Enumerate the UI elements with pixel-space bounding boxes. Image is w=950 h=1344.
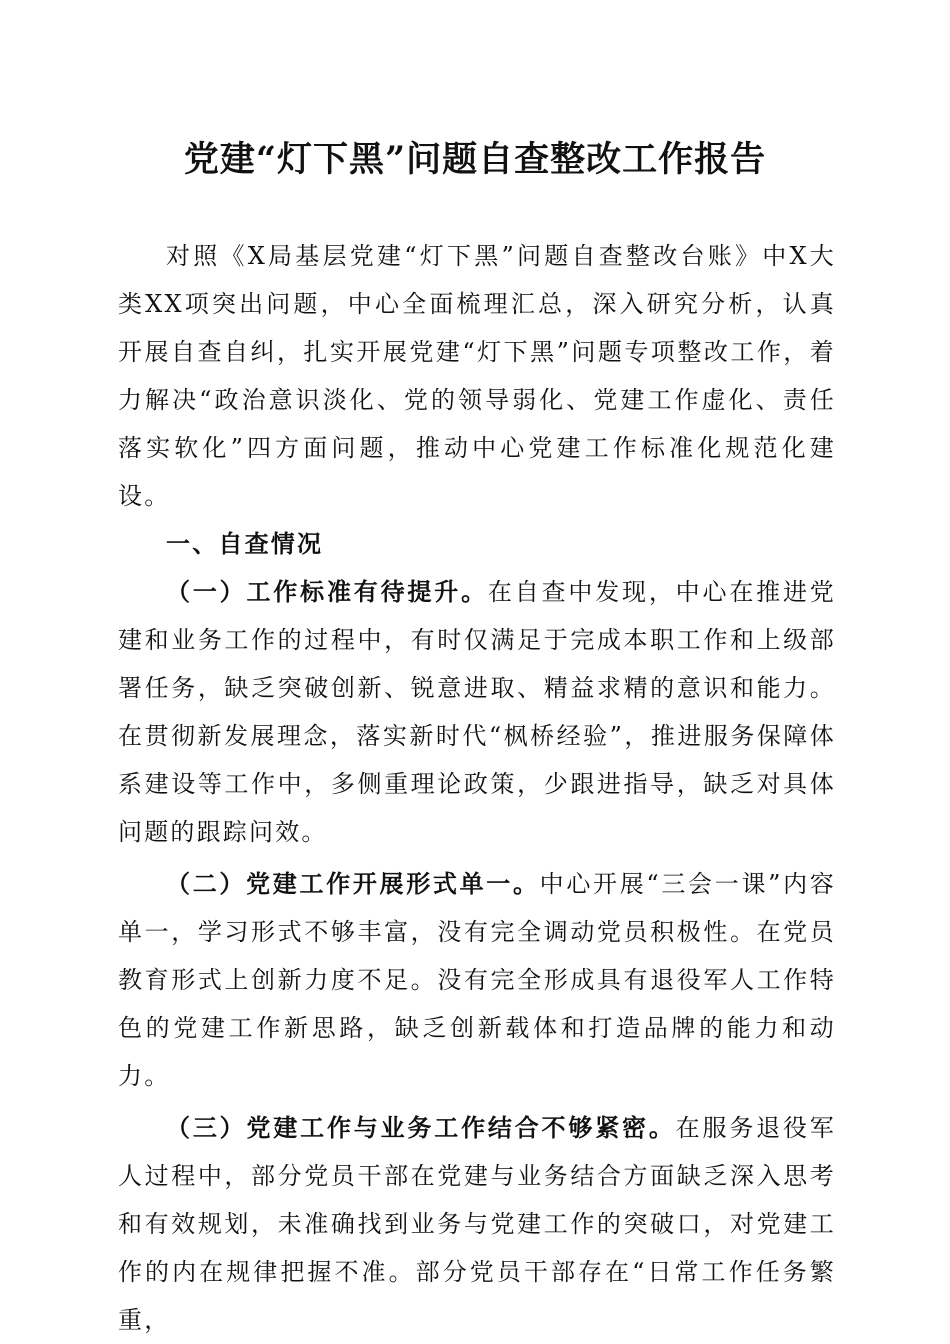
document-body	[118, 232, 836, 1344]
document-title: 党建“灯下黑”问题自查整改工作报告	[183, 139, 767, 180]
intro-paragraph: 对照《X局基层党建“灯下黑”问题自查整改台账》中X大类XX项突出问题，中心全面梳理汇总，深入研究分析，认真开展自查自纠，扎实开展党建“灯下黑”问题专项整改工作，着力解决“政治意识淡化、党的领导弱化、党建工作虚化、责任落实软化”四方面问题，推动中心党建工作标准化规范化建设。	[118, 242, 836, 510]
section-heading: 一、自查情况	[166, 530, 324, 558]
item-text-3: 在服务退役军人过程中，部分党员干部在党建与业务结合方面缺乏深入思考和有效规划，未准确找到业务与党建工作的突破口，对党建工作的内在规律把握不准。部分党员干部存在“日常工作任务繁重，	[118, 1114, 836, 1334]
item-title-2: （二）党建工作开展形式单一。	[166, 869, 540, 898]
item-text-2: 中心开展“三会一课”内容单一，学习形式不够丰富，没有完全调动党员积极性。在党员教育形式上创新力度不足。没有完全形成具有退役军人工作特色的党建工作新思路，缺乏创新载体和打造品牌的能力和动力。	[118, 870, 836, 1090]
item-paragraph-2	[118, 860, 836, 1100]
item-title-1: （一）工作标准有待提升。	[166, 577, 488, 606]
item-text-1: 在自查中发现，中心在推进党建和业务工作的过程中，有时仅满足于完成本职工作和上级部署任务，缺乏突破创新、锐意进取、精益求精的意识和能力。在贯彻新发展理念，落实新时代“枫桥经验”，推进服务保障体系建设等工作中，多侧重理论政策，少跟进指导，缺乏对具体问题的跟踪问效。	[118, 578, 836, 846]
item-paragraph-3	[118, 1104, 836, 1344]
item-paragraph-1	[118, 568, 836, 856]
item-title-3: （三）党建工作与业务工作结合不够紧密。	[166, 1113, 676, 1142]
